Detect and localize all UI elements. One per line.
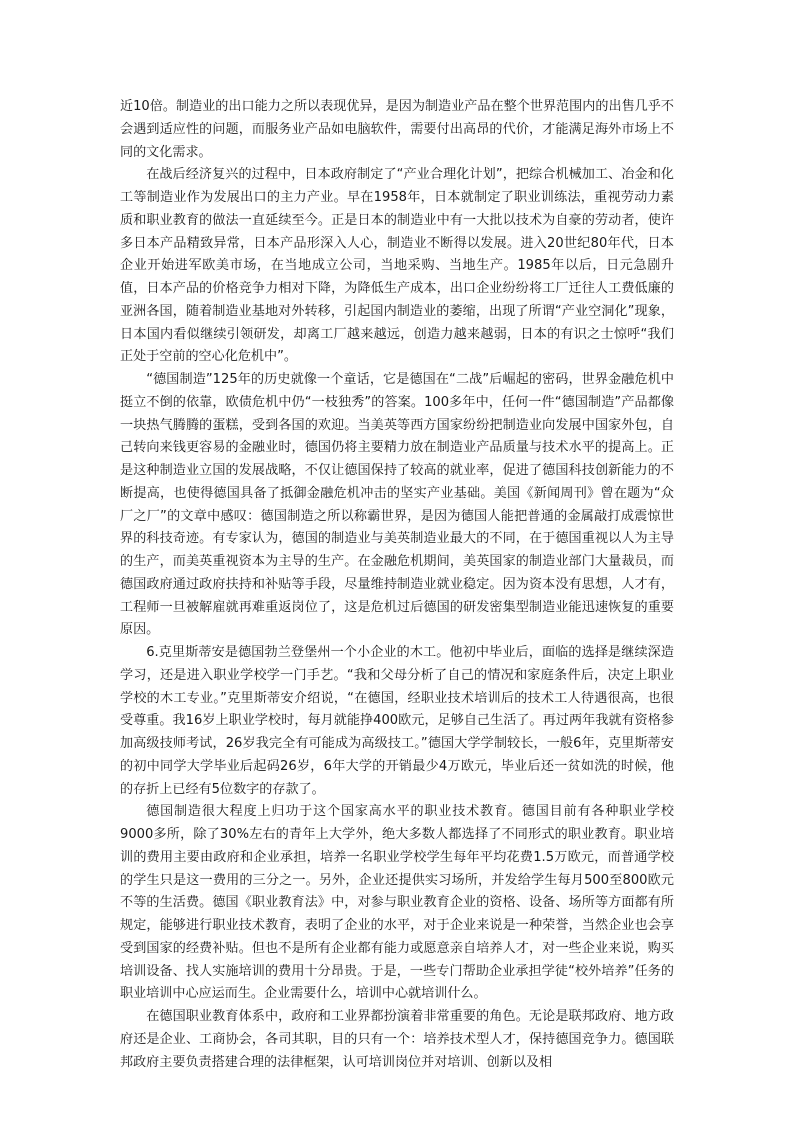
paragraph-christian-carpenter: 6.克里斯蒂安是德国勃兰登堡州一个小企业的木工。他初中毕业后，面临的选择是继续深造学习，还是进入职业学校学一门手艺。“我和父母分析了自己的情况和家庭条件后，决定上职业学校的木工专业。”克里斯蒂安介绍说，“在德国，经职业技术培训后的技术工人待遇很高，也很受尊重。我16岁上职业学校时，每月就能挣400欧元，足够自己生活了。再过两年我就有资格参加高级技师考试，26岁我完全有可能成为高级技工。”德国大学学制较长，一般6年，克里斯蒂安的初中同学大学毕业后起码26岁，6年大学的开销最少4万欧元，毕业后还一贫如洗的时候，他的存折上已经有5位数字的存款了。 — [120, 645, 674, 797]
document-page — [120, 96, 674, 1074]
paragraph-made-in-germany: “德国制造”125年的历史就像一个童话，它是德国在“二战”后崛起的密码，世界金融危机中挺立不倒的依靠，欧债危机中仍“一枝独秀”的答案。100多年中，任何一件“德国制造”产品都像一块热气腾腾的蛋糕，受到各国的欢迎。当美英等西方国家纷纷把制造业向发展中国家外包，自己转向来钱更容易的金融业时，德国仍将主要精力放在制造业产品质量与技术水平的提高上。正是这种制造业立国的发展战略，不仅让德国保持了较高的就业率，促进了德国科技创新能力的不断提高，也使得德国具备了抵御金融危机冲击的坚实产业基础。美国《新闻周刊》曾在题为“众厂之厂”的文章中感叹：德国制造之所以称霸世界，是因为德国人能把普通的金属敲打成震惊世界的科技奇迹。有专家认为，德国的制造业与美英制造业最大的不同，在于德国重视以人为主导的生产，而美英重视资本为主导的生产。在金融危机期间，美英国家的制造业部门大量裁员，而德国政府通过政府扶持和补贴等手段，尽量维持制造业就业稳定。因为资本没有思想，人才有，工程师一旦被解雇就再难重返岗位了，这是危机过后德国的研发密集型制造业能迅速恢复的重要原因。 — [120, 372, 674, 638]
paragraph-vocational-education: 德国制造很大程度上归功于这个国家高水平的职业技术教育。德国目前有各种职业学校9000多所，除了30%左右的青年上大学外，绝大多数人都选择了不同形式的职业教育。职业培训的费用主要由政府和企业承担，培养一名职业学校学生每年平均花费1.5万欧元，而普通学校的学生只是这一费用的三分之一。另外，企业还提供实习场所，并发给学生每月500至800欧元不等的生活费。德国《职业教育法》中，对参与职业教育企业的资格、设备、场所等方面都有所规定，能够进行职业技术教育，表明了企业的水平，对于企业来说是一种荣誉，当然企业也会享受到国家的经费补贴。但也不是所有企业都有能力或愿意亲自培养人才，对一些企业来说，购买培训设备、找人实施培训的费用十分昂贵。于是，一些专门帮助企业承担学徒“校外培养”任务的职业培训中心应运而生。企业需要什么，培训中心就培训什么。 — [120, 804, 674, 1002]
paragraph-japan-manufacturing: 在战后经济复兴的过程中，日本政府制定了“产业合理化计划”，把综合机械加工、冶金和化工等制造业作为发展出口的主力产业。早在1958年，日本就制定了职业训练法，重视劳动力素质和职业教育的做法一直延续至今。正是日本的制造业中有一大批以技术为自豪的劳动者，使许多日本产品精致异常，日本产品形深入人心，制造业不断得以发展。进入20世纪80年代，日本企业开始进军欧美市场，在当地成立公司，当地采购、当地生产。1985年以后，日元急剧升值，日本产品的价格竞争力相对下降，为降低生产成本，出口企业纷纷将工厂迁往人工费低廉的亚洲各国，随着制造业基地对外转移，引起国内制造业的萎缩，出现了所谓“产业空洞化”现象，日本国内看似继续引领研发，却离工厂越来越远，创造力越来越弱，日本的有识之士惊呼“我们正处于空前的空心化危机中”。 — [120, 167, 674, 365]
paragraph-government-industry-roles: 在德国职业教育体系中，政府和工业界都扮演着非常重要的角色。无论是联邦政府、地方政府还是企业、工商协会，各司其职，目的只有一个：培养技术型人才，保持德国竞争力。德国联邦政府主要负责搭建合理的法律框架，认可培训岗位并对培训、创新以及相 — [120, 1009, 674, 1070]
paragraph-continuation: 近10倍。制造业的出口能力之所以表现优异，是因为制造业产品在整个世界范围内的出售几乎不会遇到适应性的问题，而服务业产品如电脑软件，需要付出高昂的代价，才能满足海外市场上不同的文化需求。 — [120, 99, 674, 160]
